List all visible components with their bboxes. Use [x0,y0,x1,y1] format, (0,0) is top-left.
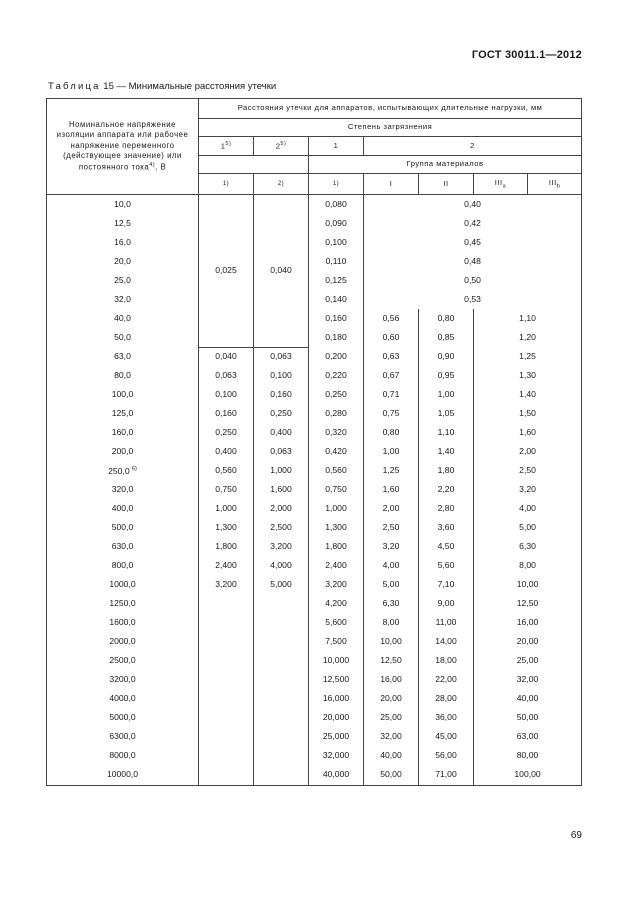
group-III-cell: 1,60 [474,424,582,443]
table-row [47,405,582,424]
group-I-cell: 1,25 [364,462,419,481]
merged-group-cell: 0,40 [364,195,582,215]
cell-col3: 0,560 [309,462,364,481]
voltage-value: 160,0 [111,427,134,438]
merged-group-cell: 0,42 [364,214,582,233]
group-II-cell: 9,00 [419,595,474,614]
group-II-cell: 14,00 [419,633,474,652]
cell-col3: 1,300 [309,519,364,538]
group-II-cell: 2,80 [419,500,474,519]
cell-col1 [199,709,254,728]
pollution-degree-2 [254,137,309,156]
cell-col3: 5,600 [309,614,364,633]
group-II-cell: 1,00 [419,386,474,405]
group-II-cell: 1,40 [419,443,474,462]
cell-col3: 0,160 [309,309,364,328]
table-row [47,328,582,347]
voltage-cell [47,424,199,443]
voltage-cell [47,443,199,462]
cell-col3: 4,200 [309,595,364,614]
cell-col2 [254,728,309,747]
pollution-1-footnote: 5) [225,140,232,147]
voltage-cell [47,652,199,671]
voltage-value: 1600,0 [109,617,136,628]
voltage-value: 10,0 [114,198,131,209]
page-number: 69 [570,830,582,841]
material-group-header: Группа материалов [309,156,582,174]
merged-group-cell: 0,48 [364,252,582,271]
cell-col1: 0,750 [199,481,254,500]
cell-col1 [199,671,254,690]
cell-col1 [199,747,254,766]
voltage-value: 10000,0 [106,769,139,780]
group-III-cell: 2,00 [474,443,582,462]
group-I-cell: 0,75 [364,405,419,424]
pollution-degree-1b: 1 [309,137,364,156]
cell-col2: 0,160 [254,386,309,405]
voltage-value: 5000,0 [109,712,136,723]
cell-col3: 0,125 [309,271,364,290]
group-II-cell: 1,05 [419,405,474,424]
group-I-cell: 6,30 [364,595,419,614]
cell-col2: 5,000 [254,576,309,595]
merged-group-cell: 0,53 [364,290,582,309]
voltage-footnote: 6) [132,465,137,472]
group-III-cell: 100,00 [474,766,582,786]
table-row [47,595,582,614]
group-I-cell: 1,60 [364,481,419,500]
table-row [47,633,582,652]
group-III-cell: 63,00 [474,728,582,747]
group-II-cell: 5,60 [419,557,474,576]
voltage-cell [47,766,199,786]
table-row [47,690,582,709]
voltage-value: 1250,0 [109,598,136,609]
table-row [47,747,582,766]
group-I-cell: 12,50 [364,652,419,671]
cell-col3: 10,000 [309,652,364,671]
cell-col1: 0,250 [199,424,254,443]
cell-col2: 0,063 [254,347,309,367]
cell-col2: 2,500 [254,519,309,538]
group-II-cell: 7,10 [419,576,474,595]
group-II-cell: 3,60 [419,519,474,538]
cell-col1 [199,614,254,633]
cell-col1: 0,400 [199,443,254,462]
table-row [47,519,582,538]
voltage-value: 100,0 [111,389,134,400]
voltage-value: 4000,0 [109,693,136,704]
cell-col3: 0,200 [309,347,364,367]
cell-col1: 1,800 [199,538,254,557]
cell-col2: 1,600 [254,481,309,500]
group-II-cell: 0,80 [419,309,474,328]
cell-col1: 1,300 [199,519,254,538]
table-row [47,481,582,500]
voltage-value: 2500,0 [109,655,136,666]
pollution-degree-1 [199,137,254,156]
voltage-header-footnote: 4) [149,161,156,168]
voltage-value: 16,0 [114,236,131,247]
group-III-cell: 3,20 [474,481,582,500]
cell-col2: 0,063 [254,443,309,462]
cell-col1 [199,690,254,709]
table-row [47,233,582,252]
voltage-value: 8000,0 [109,750,136,761]
voltage-cell [47,519,199,538]
group-IIIb-label: III [548,177,557,187]
cell-col1 [199,652,254,671]
cell-col3: 40,000 [309,766,364,786]
cell-col1: 3,200 [199,576,254,595]
voltage-cell [47,367,199,386]
table-row [47,709,582,728]
voltage-value: 25,0 [114,274,131,285]
cell-col2: 1,000 [254,462,309,481]
pollution-1-label: 1 [220,141,226,151]
group-III-cell: 1,10 [474,309,582,328]
voltage-value: 12,5 [114,217,131,228]
table-row [47,443,582,462]
group-III-cell: 6,30 [474,538,582,557]
group-I-cell: 2,00 [364,500,419,519]
caption-title: 15 — Минимальные расстояния утечки [100,81,277,92]
cell-col1 [199,633,254,652]
group-I-cell: 3,20 [364,538,419,557]
merged-cell-col1: 0,025 [199,195,254,348]
group-II-cell: 4,50 [419,538,474,557]
cell-col2 [254,614,309,633]
group-III-cell: 2,50 [474,462,582,481]
cell-col2 [254,595,309,614]
group-IIIa-label: III [494,177,503,187]
group-I-cell: 20,00 [364,690,419,709]
group-I-cell: 1,00 [364,443,419,462]
voltage-value: 630,0 [111,541,134,552]
cell-col3: 0,250 [309,386,364,405]
group-I-cell: 50,00 [364,766,419,786]
cell-col1: 0,063 [199,367,254,386]
table-row [47,386,582,405]
cell-col1: 2,400 [199,557,254,576]
voltage-value: 200,0 [111,446,134,457]
cell-col3: 0,220 [309,367,364,386]
voltage-value: 40,0 [114,312,131,323]
group-I-cell: 32,00 [364,728,419,747]
document-code: ГОСТ 30011.1—2012 [471,49,582,61]
group-II-header: II [419,174,474,195]
voltage-cell [47,214,199,233]
cell-col2 [254,709,309,728]
voltage-value: 32,0 [114,293,131,304]
table-row [47,538,582,557]
table-row [47,557,582,576]
group-II-cell: 36,00 [419,709,474,728]
table-row [47,728,582,747]
cell-col3: 25,000 [309,728,364,747]
voltage-cell [47,709,199,728]
cell-col2 [254,652,309,671]
group-III-cell: 1,25 [474,347,582,367]
creepage-span-header: Расстояния утечки для аппаратов, испытывающих длительные нагрузки, мм [199,99,582,119]
voltage-cell [47,271,199,290]
note-2-header: 2) [254,174,309,195]
voltage-value: 800,0 [111,560,134,571]
voltage-value: 125,0 [111,408,134,419]
voltage-cell [47,233,199,252]
cell-col3: 7,500 [309,633,364,652]
group-III-cell: 10,00 [474,576,582,595]
voltage-value: 500,0 [111,522,134,533]
group-I-cell: 5,00 [364,576,419,595]
cell-col3: 0,280 [309,405,364,424]
group-III-cell: 50,00 [474,709,582,728]
voltage-cell [47,538,199,557]
cell-col3: 16,000 [309,690,364,709]
group-I-cell: 0,63 [364,347,419,367]
table-row [47,271,582,290]
voltage-cell [47,595,199,614]
voltage-cell [47,347,199,367]
table-row [47,462,582,481]
voltage-value: 1000,0 [109,579,136,590]
group-III-cell: 5,00 [474,519,582,538]
cell-col2: 4,000 [254,557,309,576]
group-I-cell: 40,00 [364,747,419,766]
voltage-value: 400,0 [111,503,134,514]
group-I-cell: 0,80 [364,424,419,443]
table-row [47,214,582,233]
cell-col3: 12,500 [309,671,364,690]
voltage-column-header [47,99,199,195]
voltage-cell [47,728,199,747]
caption-label: Таблица [48,81,101,92]
table-row [47,766,582,786]
voltage-cell [47,328,199,347]
cell-col3: 0,080 [309,195,364,215]
voltage-cell [47,462,199,481]
cell-col2: 2,000 [254,500,309,519]
cell-col2: 3,200 [254,538,309,557]
voltage-cell [47,500,199,519]
pollution-2-footnote: 5) [280,140,287,147]
group-III-cell: 1,30 [474,367,582,386]
voltage-value: 6300,0 [109,731,136,742]
cell-col3: 0,750 [309,481,364,500]
cell-col3: 0,140 [309,290,364,309]
group-II-cell: 2,20 [419,481,474,500]
group-IIIb-sub: b [556,183,561,190]
table-row [47,652,582,671]
group-II-cell: 18,00 [419,652,474,671]
group-I-cell: 8,00 [364,614,419,633]
group-I-cell: 16,00 [364,671,419,690]
cell-col3: 0,090 [309,214,364,233]
group-III-cell: 8,00 [474,557,582,576]
group-II-cell: 0,90 [419,347,474,367]
cell-col1 [199,728,254,747]
group-I-cell: 0,71 [364,386,419,405]
voltage-cell [47,481,199,500]
table-row [47,424,582,443]
cell-col2: 0,100 [254,367,309,386]
voltage-cell [47,252,199,271]
cell-col3: 2,400 [309,557,364,576]
cell-col2 [254,690,309,709]
creepage-distance-table [46,98,582,786]
note-1-header: 1) [199,174,254,195]
voltage-header-text: Номинальное напряжение изоляции аппарата или рабочее напряжение переменного (действующее значение) или постоянного тока [56,119,189,172]
table-row [47,614,582,633]
table-row [47,500,582,519]
group-III-cell: 16,00 [474,614,582,633]
voltage-cell [47,557,199,576]
voltage-value: 2000,0 [109,636,136,647]
voltage-value: 20,0 [114,255,131,266]
table-row [47,367,582,386]
voltage-value: 80,0 [114,370,131,381]
cell-col2 [254,766,309,786]
group-IIIb-header [528,174,582,195]
group-I-cell: 0,67 [364,367,419,386]
group-I-header: I [364,174,419,195]
group-II-cell: 1,10 [419,424,474,443]
group-I-cell: 0,56 [364,309,419,328]
group-II-cell: 56,00 [419,747,474,766]
group-III-cell: 80,00 [474,747,582,766]
group-II-cell: 0,85 [419,328,474,347]
group-II-cell: 71,00 [419,766,474,786]
group-II-cell: 28,00 [419,690,474,709]
cell-col3: 0,180 [309,328,364,347]
cell-col3: 0,420 [309,443,364,462]
cell-col1: 1,000 [199,500,254,519]
voltage-cell [47,290,199,309]
table-row [47,576,582,595]
group-III-cell: 12,50 [474,595,582,614]
voltage-value: 320,0 [111,484,134,495]
voltage-value: 250,0 [108,465,130,476]
group-II-cell: 1,80 [419,462,474,481]
group-II-cell: 11,00 [419,614,474,633]
cell-col3: 1,800 [309,538,364,557]
merged-group-cell: 0,45 [364,233,582,252]
group-I-cell: 0,60 [364,328,419,347]
table-row [47,671,582,690]
group-II-cell: 45,00 [419,728,474,747]
cell-col3: 1,000 [309,500,364,519]
group-II-cell: 0,95 [419,367,474,386]
group-IIIa-sub: a [502,183,507,190]
cell-col1: 0,560 [199,462,254,481]
voltage-value: 50,0 [114,331,131,342]
pollution-degree-2b: 2 [364,137,582,156]
voltage-header-unit: , В [155,162,167,172]
cell-col2: 0,400 [254,424,309,443]
cell-col3: 20,000 [309,709,364,728]
note-3-header: 1) [309,174,364,195]
cell-col2 [254,633,309,652]
cell-col1: 0,100 [199,386,254,405]
table-row [47,347,582,367]
pollution-2-label: 2 [275,141,281,151]
table-row [47,195,582,215]
empty-header-cell [199,156,309,174]
group-I-cell: 10,00 [364,633,419,652]
group-III-cell: 32,00 [474,671,582,690]
voltage-cell [47,405,199,424]
cell-col1 [199,766,254,786]
voltage-cell [47,633,199,652]
cell-col2: 0,250 [254,405,309,424]
voltage-cell [47,195,199,215]
voltage-cell [47,671,199,690]
group-III-cell: 4,00 [474,500,582,519]
table-row [47,252,582,271]
voltage-cell [47,614,199,633]
cell-col1: 0,040 [199,347,254,367]
voltage-value: 3200,0 [109,674,136,685]
cell-col3: 0,110 [309,252,364,271]
merged-group-cell: 0,50 [364,271,582,290]
group-I-cell: 2,50 [364,519,419,538]
voltage-value: 63,0 [114,350,131,361]
cell-col3: 32,000 [309,747,364,766]
group-III-cell: 20,00 [474,633,582,652]
table-row [47,290,582,309]
voltage-cell [47,747,199,766]
group-III-cell: 25,00 [474,652,582,671]
group-I-cell: 25,00 [364,709,419,728]
cell-col3: 0,100 [309,233,364,252]
cell-col1 [199,595,254,614]
voltage-cell [47,309,199,328]
group-IIIa-header [474,174,528,195]
group-III-cell: 40,00 [474,690,582,709]
cell-col3: 3,200 [309,576,364,595]
group-I-cell: 4,00 [364,557,419,576]
voltage-cell [47,576,199,595]
cell-col2 [254,747,309,766]
group-III-cell: 1,50 [474,405,582,424]
group-II-cell: 22,00 [419,671,474,690]
group-III-cell: 1,40 [474,386,582,405]
cell-col3: 0,320 [309,424,364,443]
cell-col1: 0,160 [199,405,254,424]
voltage-cell [47,386,199,405]
voltage-cell [47,690,199,709]
table-caption [48,81,276,92]
cell-col2 [254,671,309,690]
group-III-cell: 1,20 [474,328,582,347]
table-row [47,309,582,328]
pollution-degree-header: Степень загрязнения [199,119,582,137]
merged-cell-col2: 0,040 [254,195,309,348]
